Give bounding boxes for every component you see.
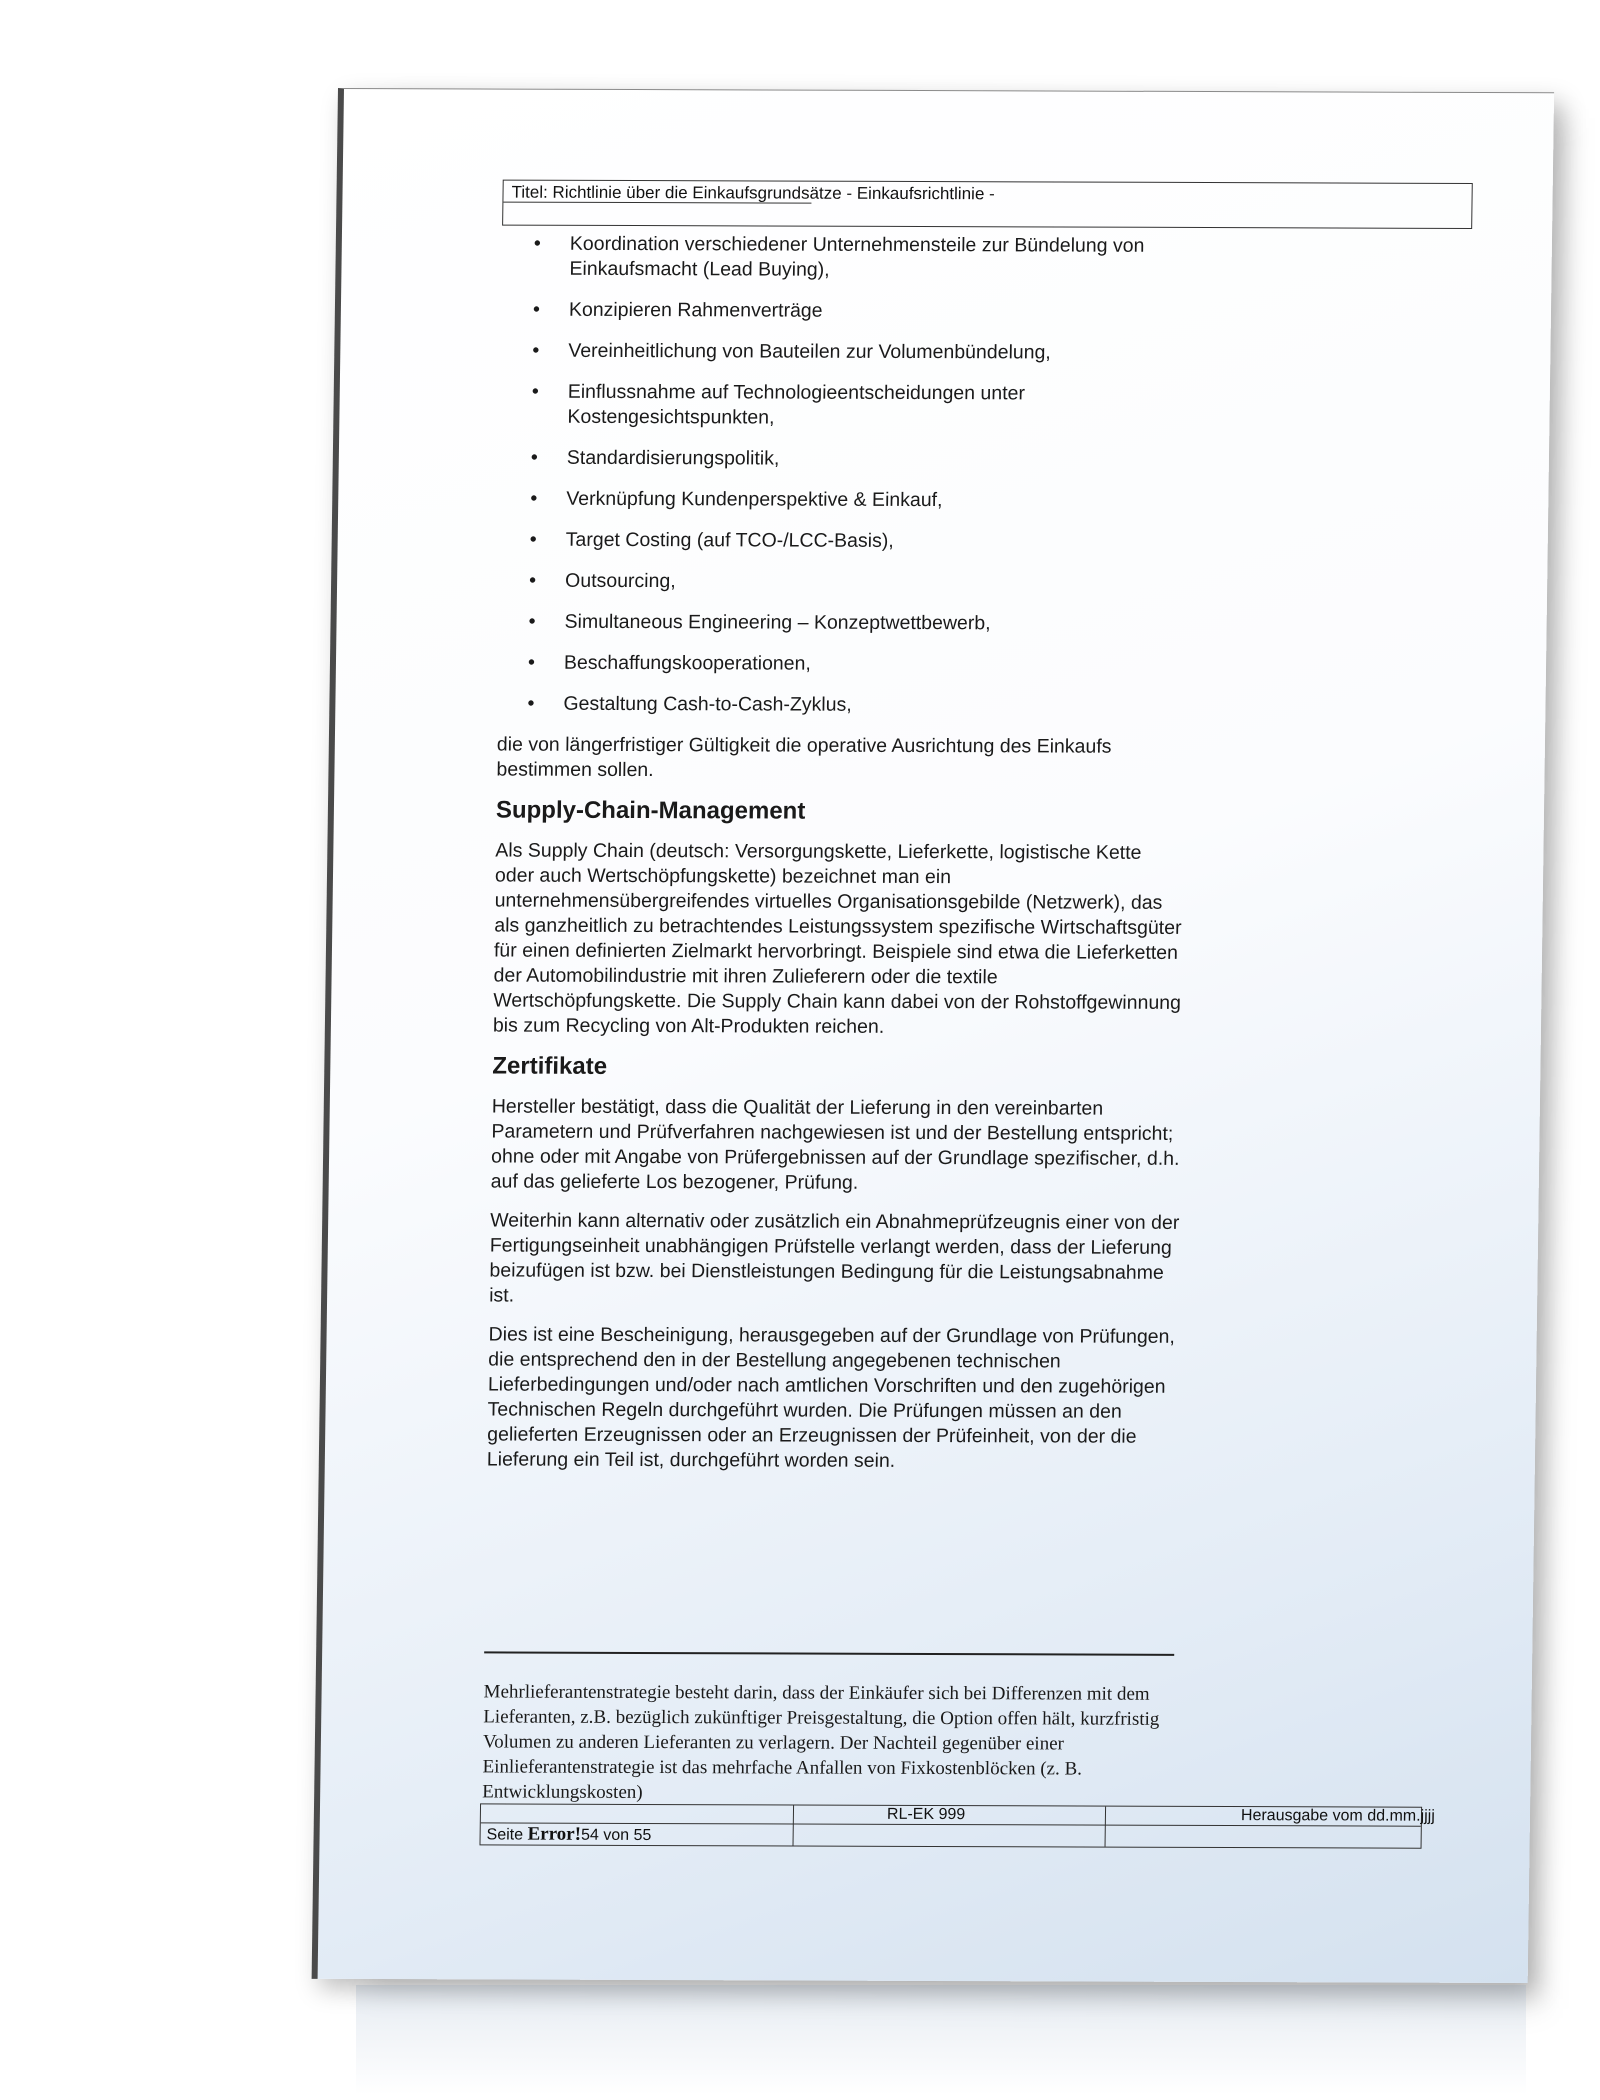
page-reflection [356,1985,1526,2095]
zertifikate-paragraph-2: Weiterhin kann alternativ oder zusätzlich ein Abnahmeprüfzeugnis einer von der Fertigungseinheit unabhängigen Prüfstelle verlangt werden, dass der Lieferung beizufügen ist bzw. bei Dienstleistungen Bedingung für die Leistungsabnahme ist. [489,1209,1180,1307]
bullet-text: Target Costing (auf TCO-/LCC-Basis), [565,528,894,552]
document-title: Titel: Richtlinie über die Einkaufsgrundsätze - Einkaufsrichtlinie - [511,182,995,204]
bullet-item [498,651,1188,678]
bullet-icon: • [527,651,536,674]
footer-doc-code: RL-EK 999 [886,1805,966,1824]
bullet-item [500,528,1190,555]
footer-page-error: Error! [527,1823,582,1845]
bullet-icon: • [529,528,537,551]
bullet-text: Verknüpfung Kundenperspektive & Einkauf, [566,487,943,512]
bullet-icon: • [532,339,540,362]
bullet-item [499,569,1189,596]
bullet-text: Koordination verschiedener Unternehmensteile zur Bündelung von Einkaufsmacht (Lead Buying), [569,232,1145,281]
header-divider [503,202,811,204]
bullet-text: Einflussnahme auf Technologieentscheidungen unter Kostengesichtspunkten, [567,380,1026,429]
bullet-icon: • [530,446,539,469]
bullet-list [497,232,1194,719]
footer-issue-date: Herausgabe vom dd.mm.jjjj [1240,1807,1435,1825]
bullet-icon: • [528,610,536,633]
bullet-item [497,692,1187,719]
supply-chain-paragraph: Als Supply Chain (deutsch: Versorgungskette, Lieferkette, logistische Kette oder auch Wertschöpfungskette) bezeichnet man ein unternehmensübergreifendes virtuelles Organisationsgebilde (Netzwerk), das als ganzheitlich zu betrachtendes Leistungssystem spezifische Wirtschaftsgüter für einen definierten Zielmarkt hervorbringt. Beispiele sind etwa die Lieferketten der Automobilindustrie mit ihren Zulieferern oder die textile Wertschöpfungskette. Die Supply Chain kann dabei von der Rohstoffgewinnung bis zum Recycling von Alt-Produkten reichen. [492,839,1182,1038]
bullet-item [498,610,1188,637]
bullet-icon: • [530,487,538,510]
bullet-item [500,487,1190,514]
footer-page-number [486,1823,651,1846]
bullet-item [501,446,1191,473]
footnote-text: Mehrlieferantenstrategie besteht darin, dass der Einkäufer sich bei Differenzen mit dem Lieferanten, z.B. bezüglich zukünftiger Preisgestaltung, die Option offen hält, kurzfristig Volumen zu anderen Lieferanten zu verlagern. Der Nachteil gegenüber einer Einlieferantenstrategie ist das mehrfache Anfallen von Fixkostenblöcken (z. B. Entwicklungskosten) [482,1681,1160,1803]
bullet-icon: • [528,569,537,592]
heading-supply-chain: Supply-Chain-Management [495,796,806,825]
bullet-text: Konzipieren Rahmenverträge [568,298,823,322]
footnote-separator [484,1651,1174,1655]
document-page [312,88,1554,1983]
zertifikate-paragraph-1: Hersteller bestätigt, dass die Qualität der Lieferung in den vereinbarten Parametern und Prüfverfahren nachgewiesen ist und der Bestellung entspricht; ohne oder mit Angabe von Prüfergebnissen auf der Grundlage spezifischer, d.h. auf das gelieferte Los bezogener, Prüfung. [490,1095,1180,1194]
bullet-icon: • [532,298,541,321]
footer-column-divider [1105,1807,1107,1847]
bullet-text: Gestaltung Cash-to-Cash-Zyklus, [563,692,852,716]
heading-zertifikate: Zertifikate [492,1052,608,1080]
bullet-text: Outsourcing, [564,569,676,593]
bullet-text: Vereinheitlichung von Bauteilen zur Volumenbündelung, [568,339,1051,364]
bullets-closing-text: die von längerfristiger Gültigkeit die operative Ausrichtung des Einkaufs bestimmen sollen. [496,733,1112,782]
bullet-icon: • [527,692,535,715]
bullet-text: Simultaneous Engineering – Konzeptwettbewerb, [564,610,991,635]
footer-page-prefix: Seite [486,1826,528,1844]
zertifikate-paragraph-3: Dies ist eine Bescheinigung, herausgegeben auf der Grundlage von Prüfungen, die entsprechend den in der Bestellung angegebenen technischen Lieferbedingungen und/oder nach amtlichen Vorschriften und den zugehörigen Technischen Regeln durchgeführt wurden. Die Prüfungen müssen an den gelieferten Erzeugnissen oder an Erzeugnissen der Prüfeinheit, von der die Lieferung ein Teil ist, durchgeführt worden sein. [486,1323,1176,1472]
header-box [502,180,1473,229]
footer-column-divider [793,1806,795,1846]
document-body [486,232,1194,1489]
bullet-item [501,380,1192,432]
bullet-item [502,339,1192,366]
footer-box [479,1803,1435,1848]
footer-page-suffix: 54 von 55 [580,1826,652,1845]
bullet-item [503,298,1193,325]
bullet-icon: • [531,380,539,403]
bullet-text: Beschaffungskooperationen, [563,651,811,675]
bullet-icon: • [533,232,542,255]
bullet-text: Standardisierungspolitik, [566,446,780,470]
bullet-item [503,232,1194,284]
